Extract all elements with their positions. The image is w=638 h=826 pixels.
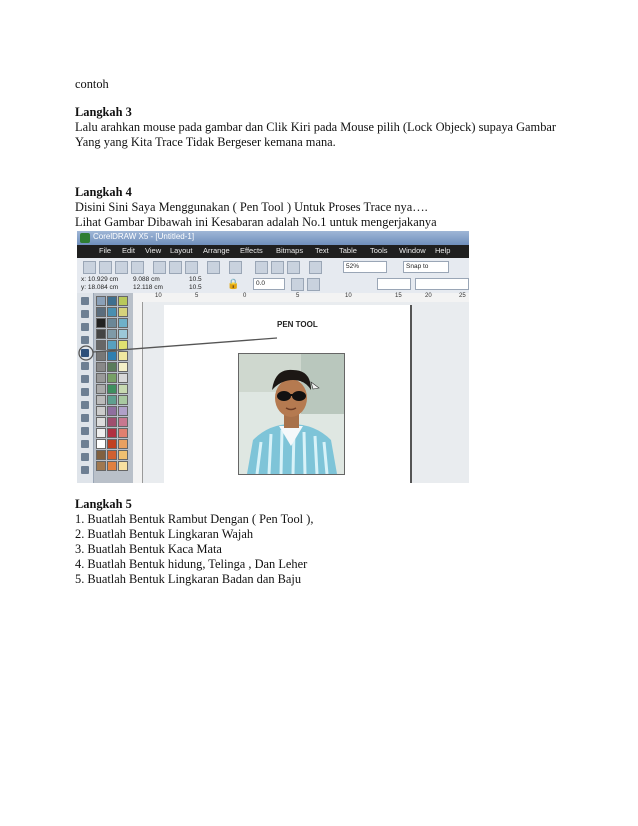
- window-title: CorelDRAW X5 - [Untitled-1]: [93, 232, 195, 241]
- x-position-field[interactable]: x: 10.929 cm: [81, 276, 119, 283]
- menu-item-bitmaps[interactable]: Bitmaps: [276, 246, 304, 255]
- menu-item-layout[interactable]: Layout: [170, 246, 193, 255]
- rotation-angle-field[interactable]: 0.0: [253, 278, 285, 290]
- step4-heading: Langkah 4: [75, 185, 132, 199]
- ruler-tick-label: 5: [195, 293, 199, 299]
- step5-item-5: 5. Buatlah Bentuk Lingkaran Badan dan Baju: [75, 572, 302, 586]
- step5-item-1: 1. Buatlah Bentuk Rambut Dengan ( Pen Tool ),: [75, 512, 314, 526]
- step5-item-3: 3. Buatlah Bentuk Kaca Mata: [75, 542, 222, 556]
- y-position-field[interactable]: y: 18.084 cm: [81, 284, 119, 291]
- menu-item-arrange[interactable]: Arrange: [203, 246, 230, 255]
- step3-heading: Langkah 3: [75, 105, 132, 119]
- menu-item-window[interactable]: Window: [399, 246, 426, 255]
- intro-text: contoh: [75, 77, 109, 91]
- lock-ratio-icon[interactable]: 🔒: [227, 279, 240, 290]
- menu-item-help[interactable]: Help: [435, 246, 451, 255]
- step5-item-4: 4. Buatlah Bentuk hidung, Telinga , Dan Leher: [75, 557, 308, 571]
- height-field[interactable]: 12.118 cm: [133, 284, 163, 291]
- menu-item-view[interactable]: View: [145, 246, 162, 255]
- pen-tool-callout: PEN TOOL: [277, 320, 318, 329]
- menu-item-effects[interactable]: Effects: [240, 246, 263, 255]
- ruler-tick-label: 25: [459, 293, 466, 299]
- width-field[interactable]: 9.088 cm: [133, 276, 160, 283]
- step4-line1: Disini Sini Saya Menggunakan ( Pen Tool ) Untuk Proses Trace nya….: [75, 200, 428, 214]
- step4-line2: Lihat Gambar Dibawah ini Kesabaran adalah No.1 untuk mengerjakanya: [75, 215, 437, 229]
- ruler-tick-label: 20: [425, 293, 432, 299]
- zoom-level-select[interactable]: 52%: [343, 261, 387, 273]
- ruler-tick-label: 5: [296, 293, 300, 299]
- pen-tool-pointer-line: [77, 231, 469, 483]
- step5-item-2: 2. Buatlah Bentuk Lingkaran Wajah: [75, 527, 254, 541]
- menu-item-edit[interactable]: Edit: [122, 246, 135, 255]
- menu-item-table[interactable]: Table: [339, 246, 357, 255]
- menu-item-text[interactable]: Text: [315, 246, 329, 255]
- ruler-tick-label: 15: [395, 293, 402, 299]
- ruler-tick-label: 10: [345, 293, 352, 299]
- ruler-tick-label: 0: [243, 293, 247, 299]
- step5-heading: Langkah 5: [75, 497, 132, 511]
- menu-item-tools[interactable]: Tools: [370, 246, 388, 255]
- scale-x-field[interactable]: 10.5: [189, 276, 202, 283]
- snap-to-select[interactable]: Snap to: [403, 261, 449, 273]
- step3-line1: Lalu arahkan mouse pada gambar dan Clik Kiri pada Mouse pilih (Lock Objeck) supaya Gambar: [75, 120, 557, 134]
- step3-line2: Yang yang Kita Trace Tidak Bergeser kemana mana.: [75, 135, 336, 149]
- coreldraw-screenshot: [77, 231, 469, 483]
- scale-y-field[interactable]: 10.5: [189, 284, 202, 291]
- ruler-tick-label: 10: [155, 293, 162, 299]
- menu-item-file[interactable]: File: [99, 246, 112, 255]
